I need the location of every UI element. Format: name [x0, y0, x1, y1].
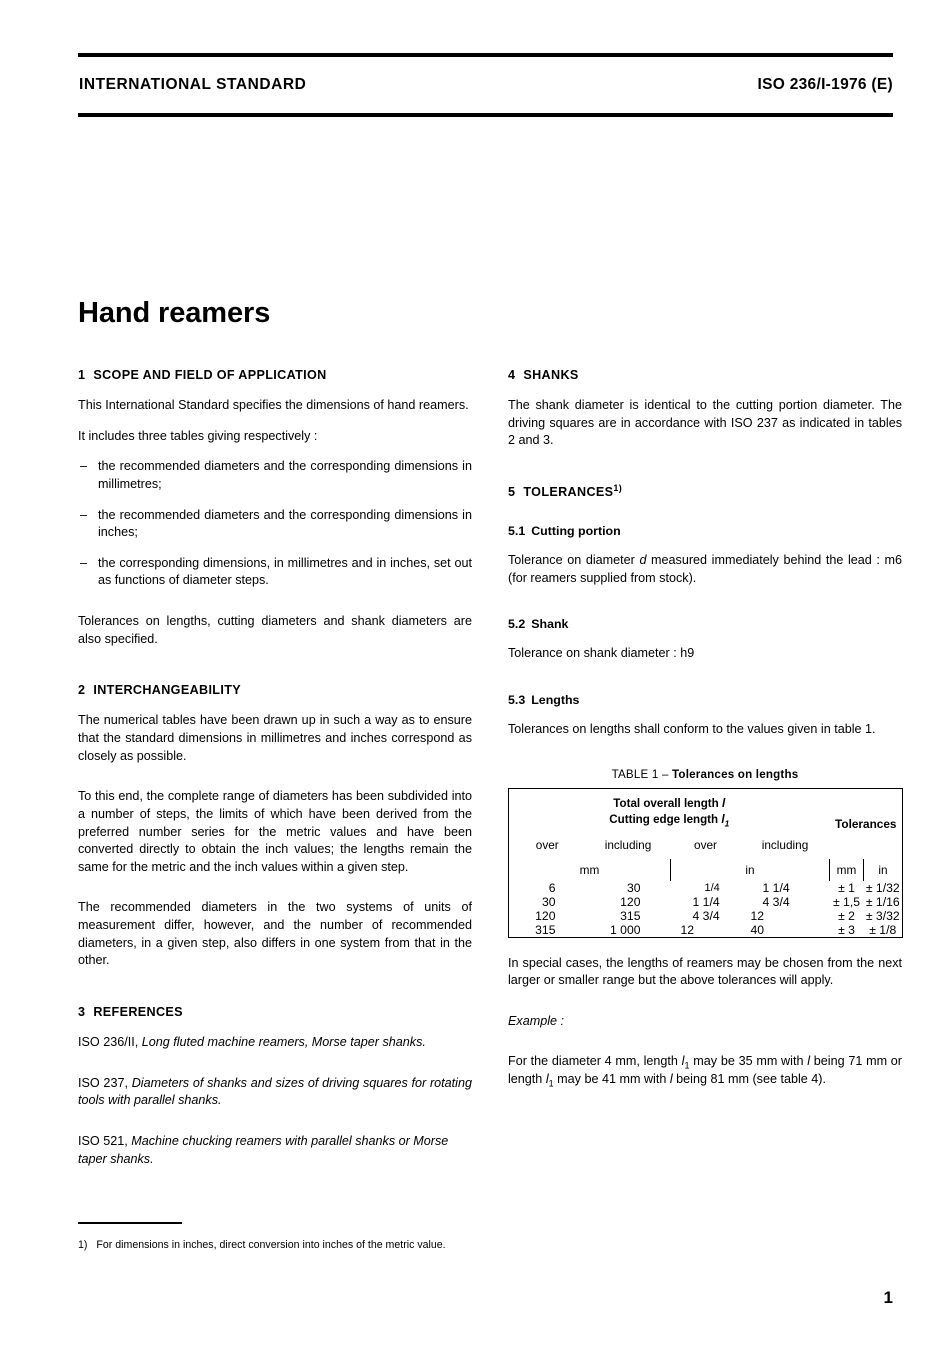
subsection-heading-5-3 [508, 693, 902, 708]
table-header-group-row [509, 789, 903, 834]
reference-entry [78, 1075, 472, 1110]
section2-para-1: The numerical tables have been drawn up in such a way as to ensure that the standard dimensions in millimetres and inches correspond as closely as possible. [78, 713, 472, 763]
cell-in-including: 12 [750, 908, 765, 923]
reference-title: Diameters of shanks and sizes of driving squares for rotating tools with parallel shanks. [78, 1075, 472, 1108]
table1-caption-prefix: TABLE 1 [611, 768, 662, 782]
cell-in-over: 12 [680, 922, 695, 937]
example-label: Example : [508, 1013, 564, 1028]
header-rule-top [78, 53, 893, 57]
section-number-4: 4 [508, 368, 516, 382]
table-subheader-over-mm: over [535, 837, 559, 852]
list-item: – the corresponding dimensions, in millimetres and in inches, set out as functions of diameter steps. [78, 555, 472, 590]
list-item: – the recommended diameters and the corresponding dimensions in inches; [78, 507, 472, 542]
subsection-title-5-1: Cutting portion [531, 524, 621, 539]
symbol-l1-a: l [681, 1054, 685, 1069]
section4-para-1: The shank diameter is identical to the cutting portion diameter. The driving squares are in accordance with ISO 237 as indicated in tables 2 and 3. [508, 398, 902, 448]
cell-tolerance-in: ± 1/16 [865, 894, 900, 909]
section-number-1: 1 [78, 368, 86, 382]
subsection-5-2-para: Tolerance on shank diameter : h9 [508, 646, 695, 661]
cell-tolerance-mm: ± 1,5 [832, 894, 861, 909]
after-table-para-1: In special cases, the lengths of reamers may be chosen from the next larger or smaller range but the above tolerances will apply. [508, 955, 902, 988]
section2-para-2: To this end, the complete range of diameters has been subdivided into a number of steps, the limits of which have been derived from the preferred number series for the metric values and have been converted directly to obtain the inch values; the lengths remain the same for the metric and the inch values within a given step. [78, 789, 472, 874]
page-number: 1 [883, 1288, 893, 1307]
cell-mm-including: 30 [626, 880, 641, 895]
section-heading-2 [78, 683, 472, 698]
cell-mm-over: 6 [548, 880, 556, 895]
section-title-3: REFERENCES [93, 1004, 183, 1019]
cell-tolerance-mm: ± 1 [838, 880, 855, 895]
cell-mm-including: 1 000 [610, 922, 641, 937]
header-line2-symbol: l [721, 812, 725, 826]
section-heading-5 [508, 482, 902, 500]
reference-code: ISO 236/II, [78, 1035, 139, 1050]
header-line1-text: Total overall length [613, 797, 722, 811]
table-header-length-group [509, 789, 830, 834]
footnote-marker: 1) [78, 1239, 88, 1251]
subsection-number-5-2: 5.2 [508, 617, 526, 632]
table-subheader-including-mm: including [604, 837, 652, 852]
section-heading-4 [508, 368, 902, 383]
cell-in-including: 4 3/4 [762, 894, 790, 909]
example-text-1: For the diameter 4 mm, length [508, 1054, 682, 1069]
right-column [508, 368, 902, 1102]
header-standard-number: ISO 236/I-1976 (E) [757, 76, 893, 93]
table-row [509, 881, 903, 895]
header-line2-subscript: 1 [724, 818, 730, 829]
subsection-heading-5-1 [508, 524, 902, 539]
subsection-title-5-2: Shank [531, 617, 569, 632]
cell-mm-over: 30 [541, 894, 556, 909]
footnote-text: For dimensions in inches, direct conversion into inches of the metric value. [96, 1239, 446, 1251]
header-line1-symbol: l [721, 797, 726, 811]
cell-mm-including: 315 [620, 908, 641, 923]
section-number-2: 2 [78, 683, 86, 698]
cell-in-including: 40 [750, 922, 765, 937]
table-unit-row [509, 859, 903, 881]
symbol-l-b: l [807, 1054, 811, 1069]
subsection-5-1-para [508, 552, 902, 587]
table-row [509, 909, 903, 923]
section-heading-1 [78, 368, 472, 383]
subsection-number-5-3: 5.3 [508, 692, 526, 707]
cell-in-over: 4 3/4 [692, 908, 720, 923]
cell-tolerance-mm: ± 3 [838, 922, 855, 937]
subsection-number-5-1: 5.1 [508, 524, 526, 539]
example-text-2: may be 35 mm with [689, 1054, 808, 1069]
footnote-rule [78, 1222, 182, 1224]
reference-entry [78, 1133, 472, 1168]
cell-in-over: 1 1/4 [692, 894, 720, 909]
page-title: Hand reamers [78, 297, 271, 330]
example-para [508, 1053, 902, 1088]
reference-title: Machine chucking reamers with parallel shanks or Morse taper shanks. [78, 1133, 449, 1166]
header-standard-label: INTERNATIONAL STANDARD [79, 76, 307, 93]
table-row [509, 923, 903, 938]
subsection-5-3-para: Tolerances on lengths shall conform to the values given in table 1. [508, 721, 876, 736]
table-row [509, 895, 903, 909]
text-after-symbol: measured immediately behind the lead : m6 (for reamers supplied from stock). [508, 552, 903, 585]
section-title-2: INTERCHANGEABILITY [93, 683, 241, 698]
symbol-d: d [639, 552, 647, 567]
cell-tolerance-in: ± 1/32 [865, 880, 900, 895]
symbol-l1-c: l [545, 1072, 549, 1086]
cell-mm-over: 120 [535, 908, 556, 923]
section-title-1: SCOPE AND FIELD OF APPLICATION [93, 368, 327, 382]
reference-title: Long fluted machine reamers, Morse taper shanks. [141, 1035, 426, 1050]
section-title-4: SHANKS [523, 368, 579, 382]
header-line2-text: Cutting edge length [609, 812, 722, 826]
text-before-symbol: Tolerance on diameter [508, 552, 640, 567]
subsection-heading-5-2 [508, 617, 902, 632]
list-item: – the recommended diameters and the corresponding dimensions in millimetres; [78, 458, 472, 493]
cell-tolerance-in: ± 3/32 [865, 908, 900, 923]
cell-mm-including: 120 [620, 894, 641, 909]
cell-in-over: 1/4 [704, 881, 720, 894]
reference-entry [78, 1034, 472, 1052]
header-rule-bottom [78, 113, 893, 117]
table-unit-in-length: in [671, 859, 830, 881]
section-title-5: TOLERANCES [523, 484, 614, 499]
cell-tolerance-in: ± 1/8 [869, 922, 897, 937]
footnote-marker-ref: 1) [613, 482, 623, 493]
symbol-l-d: l [669, 1072, 673, 1086]
example-text-3: being 71 mm or length [508, 1054, 903, 1086]
example-text-4: may be 41 mm with [553, 1072, 670, 1086]
footnote [78, 1238, 778, 1252]
reference-code: ISO 237, [78, 1075, 128, 1090]
reference-code: ISO 521, [78, 1133, 128, 1148]
example-text-5: being 81 mm (see table 4). [672, 1072, 826, 1086]
section1-para-3: Tolerances on lengths, cutting diameters and shank diameters are also specified. [78, 614, 472, 646]
cell-mm-over: 315 [535, 922, 556, 937]
section-number-5: 5 [508, 484, 516, 499]
section-number-3: 3 [78, 1004, 86, 1019]
table-unit-mm-tolerance: mm [830, 859, 864, 881]
section2-para-3: The recommended diameters in the two systems of units of measurement differ, however, and the number of recommended diameters, in a given step, also differs in one system from that in the other. [78, 900, 472, 968]
cell-tolerance-mm: ± 2 [838, 908, 855, 923]
subsection-title-5-3: Lengths [531, 692, 580, 707]
tolerances-table [508, 788, 903, 937]
table1-caption-title: Tolerances on lengths [672, 768, 799, 782]
section1-para-1: This International Standard specifies the dimensions of hand reamers. [78, 398, 469, 413]
section1-bullet-list [78, 458, 472, 590]
table1-caption-dash: – [661, 768, 669, 782]
symbol-l1-a-sub: 1 [684, 1060, 690, 1071]
table-subheader-including-in: including [761, 837, 809, 852]
table-header-tolerances: Tolerances [835, 816, 897, 831]
section1-para-2: It includes three tables giving respectively : [78, 428, 318, 443]
cell-in-including: 1 1/4 [762, 880, 790, 895]
table-unit-mm-length: mm [579, 862, 600, 877]
left-column [78, 368, 472, 1168]
table1-caption [508, 768, 902, 781]
symbol-l1-c-sub: 1 [548, 1078, 554, 1089]
section-heading-3 [78, 1005, 472, 1020]
table-subheader-over-in: over [694, 837, 717, 852]
table-unit-in-tolerance: in [864, 859, 903, 881]
